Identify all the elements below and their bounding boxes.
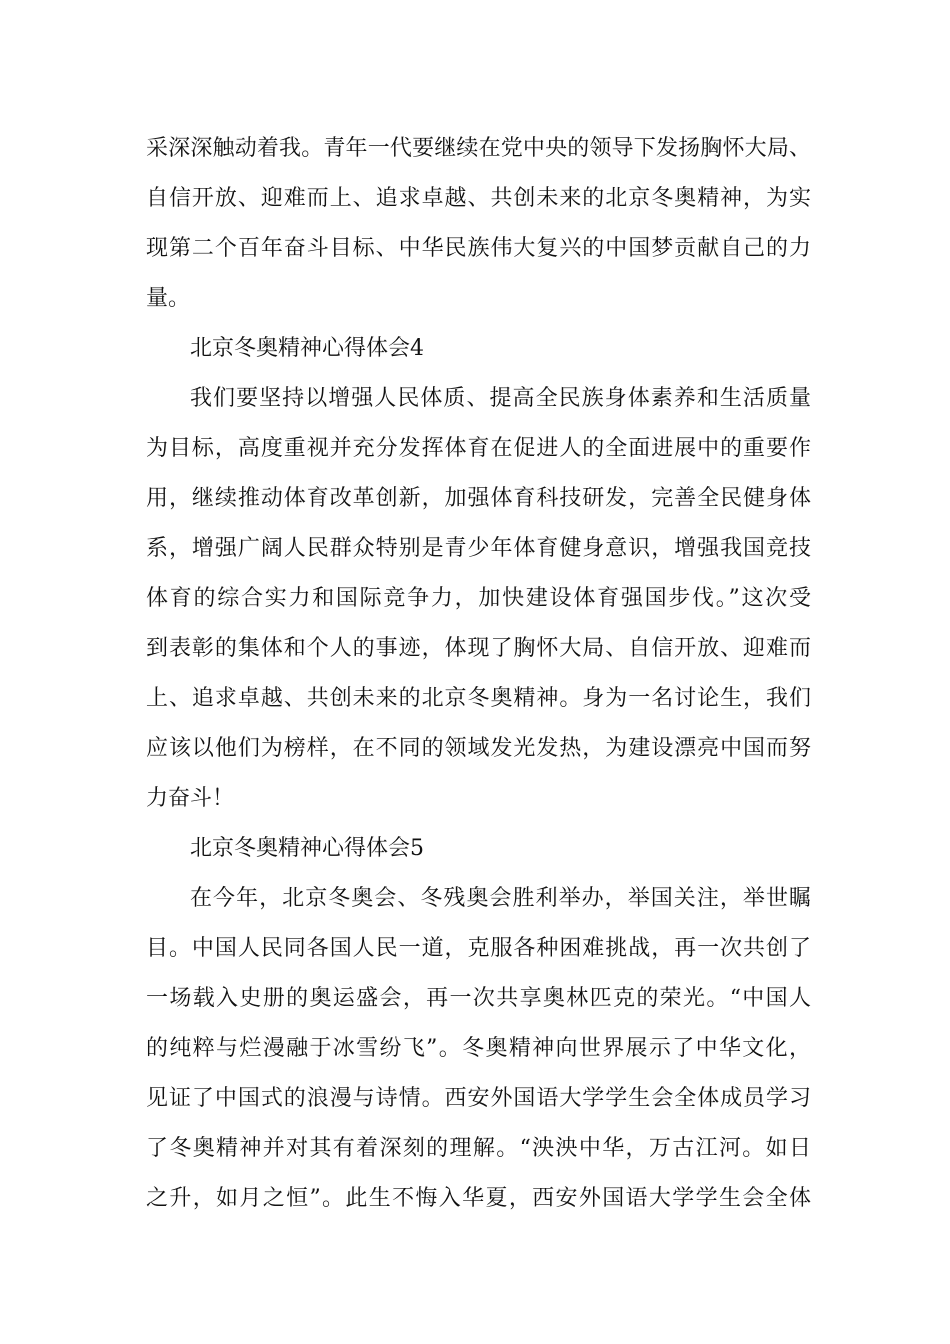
text-line: 我们要坚持以增强人民体质、提高全民族身体素养和生活质量: [190, 386, 811, 411]
text-line: 目。中国人民同各国人民一道，克服各种困难挑战，再一次共创了: [146, 936, 811, 961]
text-line: 量。: [146, 286, 191, 311]
section-heading: 北京冬奥精神心得体会4: [190, 336, 424, 361]
text-line: 体育的综合实力和国际竞争力，加快建设体育强国步伐。”这次受: [146, 586, 811, 611]
text-line: 之升，如月之恒”。此生不悔入华夏，西安外国语大学学生会全体: [146, 1186, 811, 1211]
text-line: 用，继续推动体育改革创新，加强体育科技研发，完善全民健身体: [146, 486, 811, 511]
text-line: 一场载入史册的奥运盛会，再一次共享奥林匹克的荣光。“中国人: [146, 986, 811, 1011]
text-line: 在今年，北京冬奥会、冬残奥会胜利举办，举国关注，举世瞩: [190, 886, 811, 911]
text-line: 为目标，高度重视并充分发挥体育在促进人的全面进展中的重要作: [146, 436, 811, 461]
text-line: 到表彰的集体和个人的事迹，体现了胸怀大局、自信开放、迎难而: [146, 636, 811, 661]
text-line: 上、追求卓越、共创未来的北京冬奥精神。身为一名讨论生，我们: [146, 686, 811, 711]
text-line: 系，增强广阔人民群众特别是青少年体育健身意识，增强我国竞技: [146, 536, 811, 561]
text-line: 应该以他们为榜样，在不同的领域发光发热，为建设漂亮中国而努: [146, 736, 811, 761]
text-line: 了冬奥精神并对其有着深刻的理解。“泱泱中华，万古江河。如日: [146, 1136, 811, 1161]
text-line: 力奋斗！: [146, 786, 235, 811]
text-line: 的纯粹与烂漫融于冰雪纷飞”。冬奥精神向世界展示了中华文化，: [146, 1036, 811, 1061]
text-line: 采深深触动着我。青年一代要继续在党中央的领导下发扬胸怀大局、: [146, 136, 811, 161]
text-line: 现第二个百年奋斗目标、中华民族伟大复兴的中国梦贡献自己的力: [146, 236, 811, 261]
section-heading: 北京冬奥精神心得体会5: [190, 836, 424, 861]
text-line: 见证了中国式的浪漫与诗情。西安外国语大学学生会全体成员学习: [146, 1086, 811, 1111]
text-line: 自信开放、迎难而上、追求卓越、共创未来的北京冬奥精神，为实: [146, 186, 811, 211]
